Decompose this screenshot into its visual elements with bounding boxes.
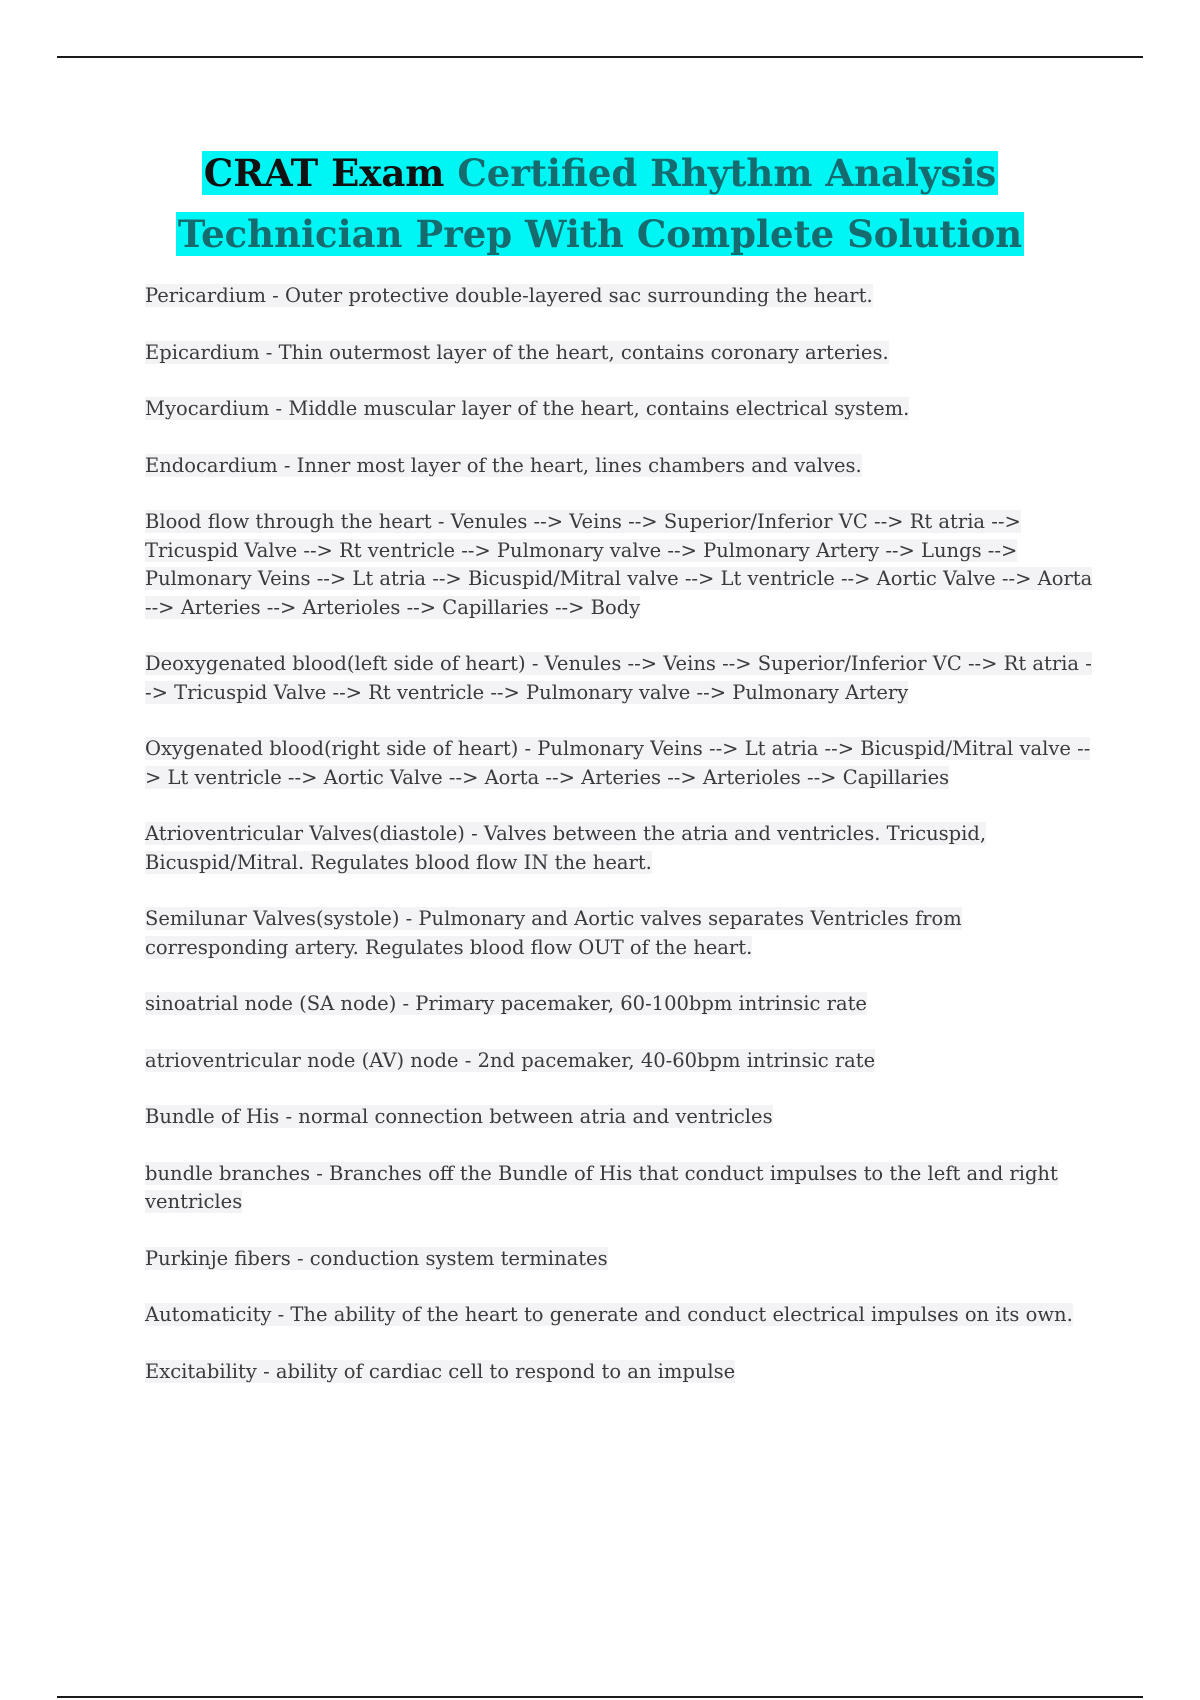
term-entry: sinoatrial node (SA node) - Primary pacemaker, 60-100bpm intrinsic rate (145, 992, 867, 1015)
term-entry: Blood flow through the heart - Venules --> Veins --> Superior/Inferior VC --> Rt atria --> Tricuspid Valve --> Rt ventricle --> Pulmonary valve --> Pulmonary Artery --> Lungs --> Pulmonary Veins --> Lt atria --> Bicuspid/Mitral valve --> Lt ventricle --> Aortic Valve --> Aorta --> Arteries --> Arterioles --> Capillaries --> Body (145, 510, 1093, 619)
term-entry: Automaticity - The ability of the heart to generate and conduct electrical impulses on its own. (145, 1303, 1073, 1326)
term-entry: atrioventricular node (AV) node - 2nd pacemaker, 40-60bpm intrinsic rate (145, 1048, 876, 1072)
document-title (0, 143, 1200, 265)
term-entry: bundle branches - Branches off the Bundle of His that conduct impulses to the left and right ventricles (145, 1161, 1058, 1213)
title-exam-name: CRAT Exam (203, 151, 445, 195)
title-subtitle-line2: Technician Prep With Complete Solution (177, 212, 1023, 256)
term-entry: Excitability - ability of cardiac cell to respond to an impulse (145, 1359, 736, 1383)
term-entry: Purkinje fibers - conduction system terminates (145, 1246, 608, 1270)
term-entry: Pericardium - Outer protective double-layered sac surrounding the heart. (145, 284, 873, 307)
term-entry: Oxygenated blood(right side of heart) - Pulmonary Veins --> Lt atria --> Bicuspid/Mitral valve --> Lt ventricle --> Aortic Valve --> Aorta --> Arteries --> Arterioles --> Capillaries (145, 737, 1091, 789)
term-entry: Deoxygenated blood(left side of heart) - Venules --> Veins --> Superior/Inferior VC --> Rt atria --> Tricuspid Valve --> Rt ventricle --> Pulmonary valve --> Pulmonary Artery (145, 652, 1092, 704)
title-subtitle-line1: Certified Rhythm Analysis (457, 151, 997, 195)
header-rule (57, 56, 1143, 58)
term-entry: Endocardium - Inner most layer of the heart, lines chambers and valves. (145, 453, 862, 477)
term-entry: Epicardium - Thin outermost layer of the heart, contains coronary arteries. (145, 340, 889, 364)
term-definition-list (145, 282, 1095, 1414)
term-entry: Atrioventricular Valves(diastole) - Valves between the atria and ventricles. Tricuspid, Bicuspid/Mitral. Regulates blood flow IN the heart. (145, 822, 987, 874)
footer-rule (57, 1696, 1143, 1698)
term-entry: Bundle of His - normal connection between atria and ventricles (145, 1105, 773, 1128)
term-entry: Semilunar Valves(systole) - Pulmonary and Aortic valves separates Ventricles from corresponding artery. Regulates blood flow OUT of the heart. (145, 907, 962, 959)
term-entry: Myocardium - Middle muscular layer of the heart, contains electrical system. (145, 397, 910, 420)
